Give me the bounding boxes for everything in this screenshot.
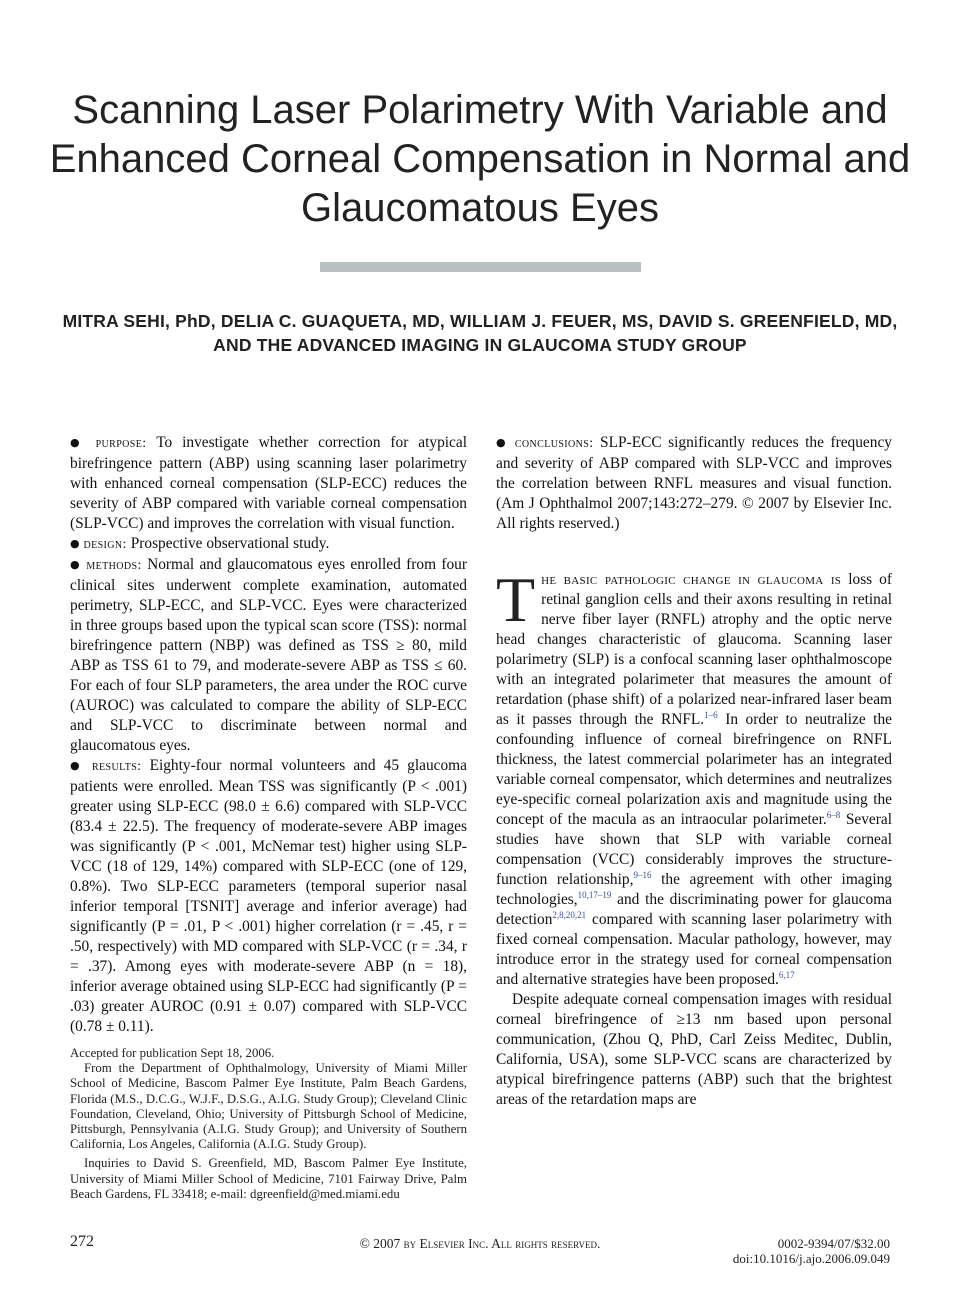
reference-link[interactable]: 6–8 — [826, 809, 841, 820]
conclusions-text: SLP-ECC significantly reduces the frequency and severity of ABP compared with SLP-VCC and improves the correlation between RNFL measures and visual function. (Am J Ophthalmol 2007;143:272–279. © 2007 by Elsevier Inc. All rights reserved.) — [496, 434, 892, 532]
copyright-line: © 2007 by Elsevier Inc. All rights reserved. — [359, 1236, 601, 1251]
purpose-label: purpose: — [95, 436, 147, 451]
body-paragraph-1 — [496, 564, 892, 990]
abstract-column — [70, 433, 467, 1037]
abstract-conclusions — [496, 433, 892, 534]
conclusions-label: conclusions: — [514, 436, 594, 451]
inquiries-note: Inquiries to David S. Greenfield, MD, Bascom Palmer Eye Institute, University of Miami Miller School of Medicine, 7101 Fairway Drive, Palm Beach Gardens, FL 33418; e-mail: dgreenfield@med.miami.edu — [70, 1156, 467, 1201]
body-text: the agreement with other imaging technologies, — [496, 871, 892, 908]
bullet-icon: ● — [70, 558, 82, 571]
reference-link[interactable]: 2,8,20,21 — [552, 909, 587, 920]
body-text: loss of retinal ganglion cells and their axons resulting in retinal nerve fiber layer (RNFL) atrophy and the optic nerve head changes characteristic of glaucoma. Scanning laser polarimetry (SLP) is a confocal scanning laser ophthalmoscope with an integrated polarimeter that measures the amount of retardation (phase shift) of a polarized near-infrared laser beam as it passes through the RNFL. — [496, 571, 892, 728]
body-text: and the discriminating power for glaucoma detection — [496, 891, 892, 928]
reference-link[interactable]: 9–16 — [633, 869, 652, 880]
abstract-results — [70, 756, 467, 1037]
doi-block — [733, 1236, 890, 1266]
body-text: Several studies have shown that SLP with variable corneal compensation (VCC) considerably improves the structure-function relationship, — [496, 811, 892, 888]
design-text: Prospective observational study. — [130, 535, 330, 552]
article-body — [496, 564, 892, 1110]
drop-cap: T — [496, 564, 536, 635]
lead-in: he basic pathologic change in glaucoma is — [541, 571, 842, 588]
accepted-note: Accepted for publication Sept 18, 2006. — [70, 1046, 275, 1060]
doi: doi:10.1016/j.ajo.2006.09.049 — [732, 1251, 890, 1266]
issn: 0002-9394/07/$32.00 — [777, 1236, 890, 1251]
bullet-icon: ● — [496, 436, 509, 449]
results-text: Eighty-four normal volunteers and 45 glaucoma patients were enrolled. Mean TSS was significantly (P < .001) greater using SLP-ECC (98.0 ± 6.6) compared with SLP-VCC (83.4 ± 22.5). The frequency of moderate-severe ABP images was significantly (P < .001, McNemar test) higher using SLP-VCC (18 of 129, 14%) compared with SLP-ECC (one of 129, 0.8%). Two SLP-ECC parameters (temporal superior nasal inferior temporal [TSNIT] average and inferior average) had significantly (P = .01, P < .001) higher correlation (r = .45, r = .50, respectively) with MD compared with SLP-VCC (r = .34, r = .37). Among eyes with moderate-severe ABP (n = 18), inferior average obtained using SLP-ECC had significantly (P = .03) greater AUROC (0.91 ± 0.07) compared with SLP-VCC (0.78 ± 0.11). — [70, 757, 467, 1035]
abstract-purpose — [70, 433, 467, 534]
author-list: MITRA SEHI, PhD, DELIA C. GUAQUETA, MD, WILLIAM J. FEUER, MS, DAVID S. GREENFIELD, MD, AND THE ADVANCED IMAGING IN GLAUCOMA STUDY GROUP — [62, 311, 898, 355]
results-label: results: — [91, 759, 142, 774]
abstract-design — [70, 534, 467, 555]
reference-link[interactable]: 10,17–19 — [577, 889, 612, 900]
reference-link[interactable]: 6,17 — [778, 969, 795, 980]
bullet-icon: ● — [70, 759, 84, 772]
bullet-icon: ● — [70, 436, 86, 449]
page-number: 272 — [70, 1233, 94, 1250]
right-column — [496, 433, 892, 1110]
methods-label: methods: — [86, 558, 142, 573]
footnotes — [70, 1046, 467, 1202]
design-label: design: — [83, 537, 127, 552]
body-paragraph-2: Despite adequate corneal compensation images with residual corneal birefringence of ≥13 nm based upon personal communication, (Zhou Q, PhD, Carl Zeiss Meditec, Dublin, California, USA), some SLP-VCC scans are characterized by atypical birefringence patterns (ABP) such that the brightest areas of the retardation maps are — [496, 991, 892, 1108]
reference-link[interactable]: 1–6 — [704, 709, 718, 720]
body-text: compared with scanning laser polarimetry with fixed corneal compensation. Macular pathology, however, may introduce error in the strategy used for corneal compensation and alternative strategies have been proposed. — [496, 911, 892, 988]
title-divider — [320, 262, 641, 272]
body-text: In order to neutralize the confounding influence of corneal birefringence on RNFL thickness, the latest commercial polarimeter has an integrated variable corneal compensator, which determines and neutralizes eye-specific corneal polarization axis and magnitude using the concept of the macula as an intraocular polarimeter. — [496, 711, 892, 828]
article-title: Scanning Laser Polarimetry With Variable and Enhanced Corneal Compensation in Normal and Glaucomatous Eyes — [49, 88, 911, 230]
purpose-text: To investigate whether correction for atypical birefringence pattern (ABP) using scanning laser polarimetry with enhanced corneal compensation (SLP-ECC) reduces the severity of ABP compared with variable corneal compensation (SLP-VCC) and improves the correlation with visual function. — [70, 434, 467, 532]
methods-text: Normal and glaucomatous eyes enrolled from four clinical sites underwent complete examination, automated perimetry, SLP-ECC, and SLP-VCC. Eyes were characterized in three groups based upon the typical scan score (TSS): normal birefringence pattern (NBP) was defined as TSS ≥ 80, mild ABP as TSS 61 to 79, and moderate-severe ABP as TSS ≤ 60. For each of four SLP parameters, the area under the ROC curve (AUROC) was calculated to compare the ability of SLP-ECC and SLP-VCC to discriminate between normal and glaucomatous eyes. — [70, 556, 467, 754]
abstract-methods — [70, 555, 467, 756]
affiliation-note: From the Department of Ophthalmology, University of Miami Miller School of Medicine, Bascom Palmer Eye Institute, Palm Beach Gardens, Florida (M.S., D.C.G., W.J.F., D.S.G., A.I.G. Study Group); Cleveland Clinic Foundation, Cleveland, Ohio; University of Pittsburgh School of Medicine, Pittsburgh, Pennsylvania (A.I.G. Study Group); and University of Southern California, Los Angeles, California (A.I.G. Study Group). — [70, 1061, 467, 1152]
bullet-icon: ● — [70, 537, 80, 550]
